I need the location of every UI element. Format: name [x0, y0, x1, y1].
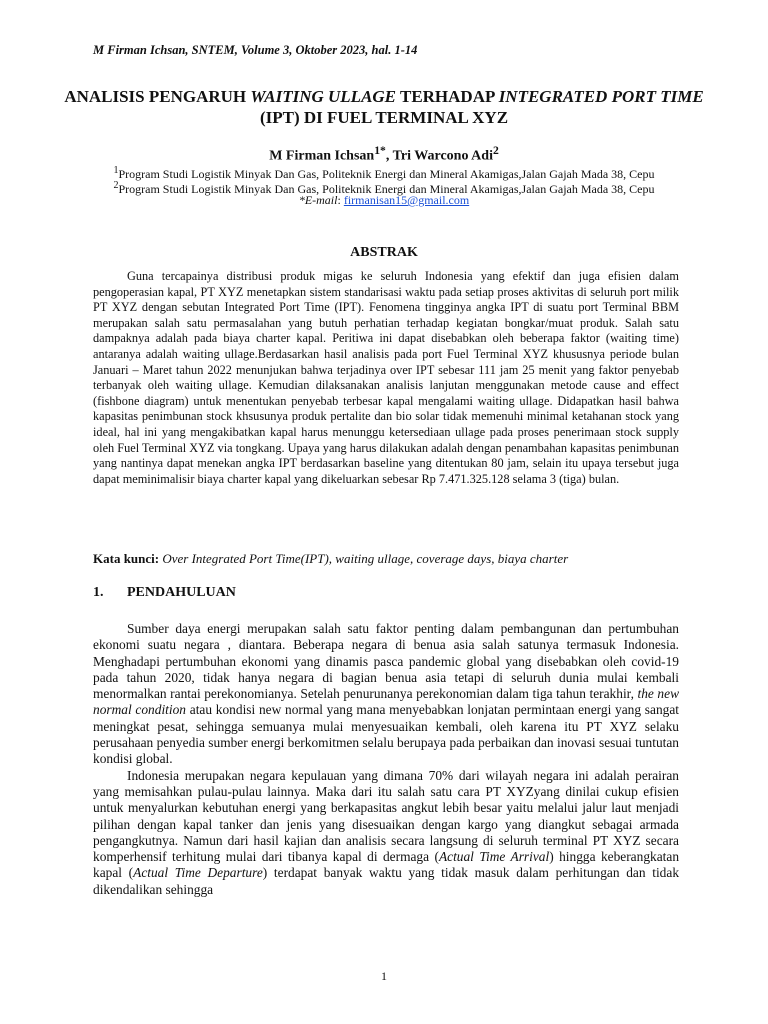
author-affiliation-mark: 1*	[374, 144, 386, 157]
affiliation-text: Program Studi Logistik Minyak Dan Gas, Politeknik Energi dan Mineral Akamigas,Jalan Gajah Mada 38, Cepu	[118, 182, 655, 196]
paper-title	[60, 86, 708, 128]
affiliation-text: Program Studi Logistik Minyak Dan Gas, Politeknik Energi dan Mineral Akamigas,Jalan Gajah Mada 38, Cepu	[118, 167, 655, 181]
email-colon: :	[337, 193, 344, 207]
body-paragraph	[93, 768, 679, 898]
italic-run: Actual Time Arrival	[438, 849, 550, 865]
email-link[interactable]: firmanisan15@gmail.com	[343, 193, 470, 207]
running-head: M Firman Ichsan, SNTEM, Volume 3, Oktober 2023, hal. 1-14	[93, 43, 418, 57]
title-part: TERHADAP	[396, 87, 499, 106]
text-run: Indonesia merupakan negara kepulauan yang dimana 70% dari wilayah negara ini adalah perairan yang memisahkan pulau-pulau lainnya. Maka dari itu salah satu cara PT XYZyang dinilai cukup efisien untuk menyalurkan kebutuhan energi yang berkapasitas angkut lebih besar yaitu melalui jalur laut menjadi pilihan dengan kapal tanker dan jenis yang disesuaikan dengan kargo yang diangkut sebagai armada pengangkutnya. Namun dari hasil kajian dan analisis secara langsung di seluruh terminal PT XYZ secara komperhensif terhitung mulai dari tibanya kapal di dermaga (	[93, 767, 679, 865]
section-body	[93, 621, 679, 898]
author-affiliation-mark: 2	[492, 144, 499, 157]
email-label: *E-mail	[298, 193, 338, 207]
affiliation-mark: 2	[113, 180, 119, 191]
title-part: ANALISIS PENGARUH	[64, 87, 251, 106]
text-run: ) terdapat banyak waktu yang tidak masuk dalam perhitungan dan tidak dikendalikan sehingga	[93, 865, 680, 897]
title-part: (IPT) DI FUEL TERMINAL XYZ	[259, 108, 509, 127]
section-title: PENDAHULUAN	[127, 585, 236, 600]
keywords	[93, 551, 679, 567]
section-heading	[93, 585, 236, 601]
abstract-heading: ABSTRAK	[350, 245, 418, 260]
text-run: atau kondisi new normal yang mana menyebabkan lonjatan permintaan energi yang sangat meningkat pesat, sehingga semuanya mulai menyesuaikan kembali, oleh karena itu PT XYZ selaku perusahaan penyedia sumber energi berkomitmen selalu berupaya pada perbaikan dan inovasi sesuai tuntutan kondisi global.	[93, 702, 679, 767]
body-paragraph	[93, 621, 679, 768]
italic-run: Actual Time Departure	[133, 865, 263, 881]
author-name: Tri Warcono Adi	[392, 148, 493, 164]
author-list	[60, 144, 708, 165]
keywords-text: Over Integrated Port Time(IPT), waiting ullage, coverage days, biaya charter	[159, 551, 569, 566]
affiliation-mark: 1	[113, 165, 119, 176]
title-part-italic: WAITING ULLAGE	[250, 87, 397, 106]
title-part-italic: INTEGRATED PORT TIME	[498, 87, 704, 106]
italic-run: the new normal condition	[93, 686, 679, 718]
text-run: ) hingga keberangkatan kapal (	[93, 849, 680, 881]
corresponding-email	[60, 193, 708, 208]
text-run: Sumber daya energi merupakan salah satu faktor penting dalam pembangunan dan pertumbuhan ekonomi suatu negara , diantara. Beberapa negara di benua asia salah satunya termasuk Indonesia. Menghadapi pertumbuhan ekonomi yang dinamis pasca pandemic global yang disebabkan oleh covid-19 pada tahun 2020, tidak hanya negara di bagian benua asia tetapi di seluruh dunia mulai kembali menormalkan rantai perekonomianya. Setelah penurunanya perekonomian dalam tiga tahun terakhir,	[93, 621, 679, 702]
author-name: M Firman Ichsan	[269, 148, 375, 164]
section-number: 1.	[93, 585, 104, 600]
keywords-label: Kata kunci:	[93, 551, 160, 566]
abstract-text: Guna tercapainya distribusi produk migas ke seluruh Indonesia yang efektif dan juga efisien dalam pengoperasian kapal, PT XYZ menetapkan sistem standarisasi waktu pada setiap proses aktivitas di seluruh port milik PT XYZ dengan sebutan Integrated Port Time (IPT). Fenomena tingginya angka IPT di suatu port Terminal BBM merupakan salah satu permasalahan yang butuh perhatian terhadap kegiatan bongkar/muat produk. Salah satu dampaknya adalah pada biaya charter kapal. Peritiwa ini dapat disebabkan oleh beberapa faktor (waiting time) antaranya adalah waiting ullage.Berdasarkan hasil analisis pada port Fuel Terminal XYZ khususnya periode bulan Januari – Maret tahun 2022 menunjukan bahwa terjadinya over IPT sebesar 111 jam 25 menit yang faktor penyebab terbanyak oleh waiting ullage. Kemudian dilaksanakan analisis lanjutan menggunakan metode cause and effect (fishbone diagram) untuk menentukan penyebab terbesar kapal mengalami waiting ullage. Didapatkan hasil bahwa kapasitas penimbunan stock khsusunya produk pertalite dan bio solar tidak memenuhi minimal ketahanan stock yang ideal, hal ini yang mengakibatkan kapal harus menunggu ketersediaan ullage pada proses penerimaan stock supply oleh Fuel Terminal XYZ via tongkang. Upaya yang harus dilakukan adalah dengan penambahan kapasitas penimbunan yang nantinya dapat menekan angka IPT berdasarkan baseline yang ditentukan 80 jam, selain itu upaya tersebut juga dapat meminimalisir biaya charter kapal yang dikeluarkan sebesar Rp 7.471.325.128 selama 3 (tiga) bulan.	[93, 269, 679, 486]
author-separator: ,	[385, 148, 393, 164]
page-number: 1	[381, 969, 387, 983]
